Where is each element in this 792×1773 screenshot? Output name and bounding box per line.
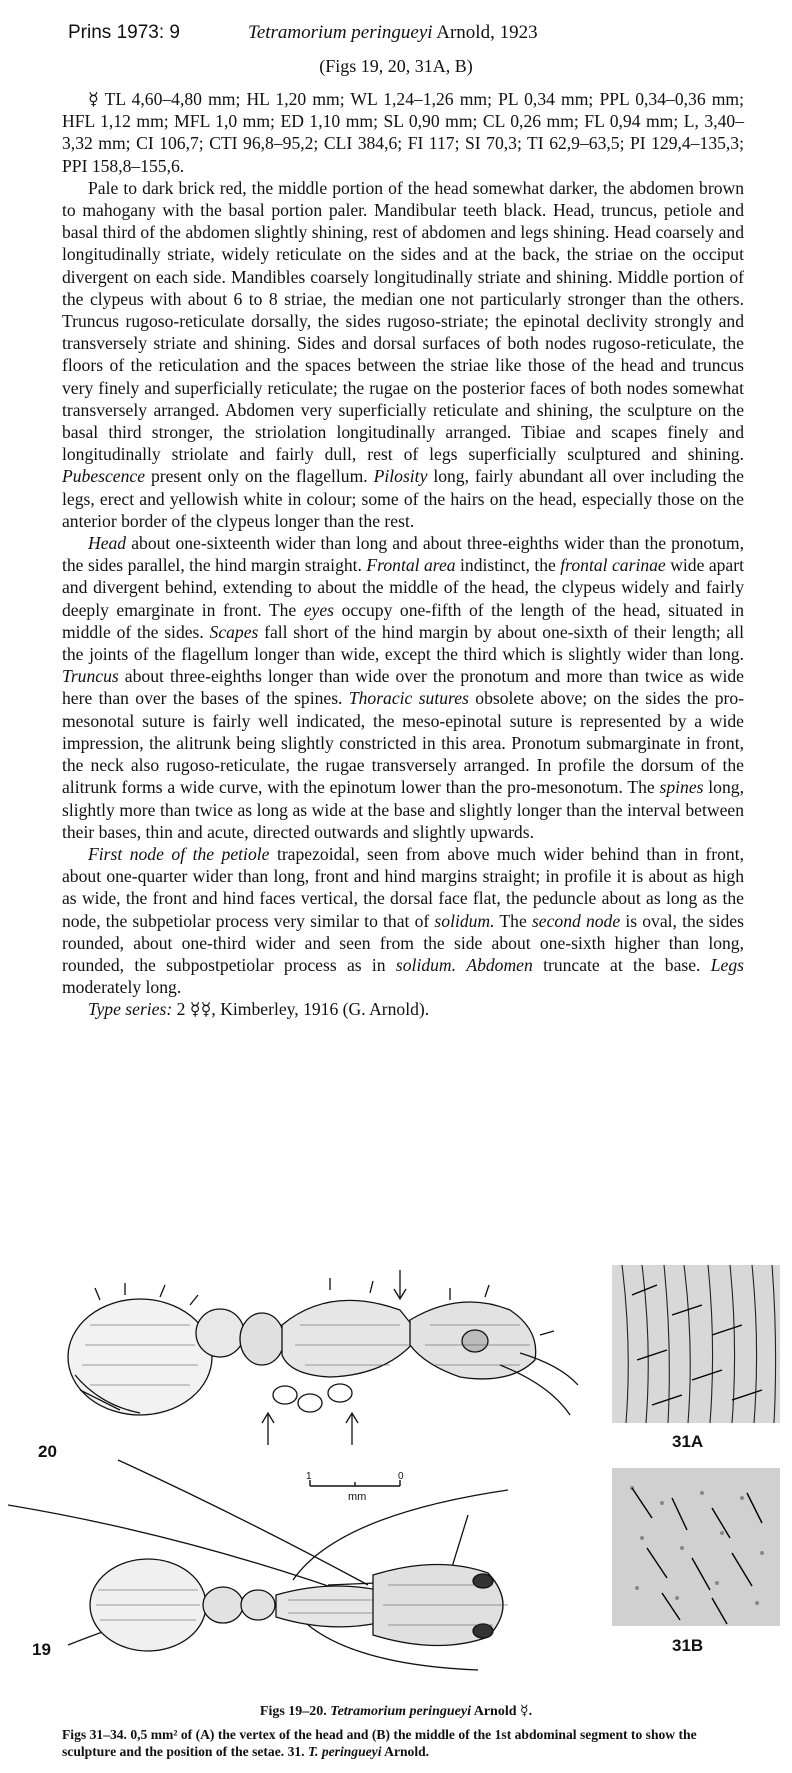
header-reference: Prins 1973: 9	[68, 22, 180, 43]
description-body	[62, 88, 744, 1021]
figure-19-20-caption: Figs 19–20. Tetramorium peringueyi Arnold ☿.	[259, 1704, 533, 1719]
fig19-ant-dorsal-illustration	[8, 1455, 588, 1690]
fig20-ant-profile-illustration	[30, 1265, 590, 1460]
petiole-paragraph: First node of the petiole trapezoidal, seen from above much wider behind than in front, about one-quarter wider than long, front and hind margins straight; in profile it is about as high as wide, the front and hind faces vertical, the dorsal face flat, the peduncle about as long as the node, the subpetiolar process very similar to that of solidum. The second node is oval, the sides rounded, about one-third wider and seen from the side about one-sixth higher than long, rounded, the subpostpetiolar process as in solidum. Abdomen truncate at the base. Legs moderately long.	[62, 843, 744, 998]
fig20-label: 20	[38, 1442, 57, 1461]
scale-right-label: 0	[398, 1471, 404, 1482]
head-paragraph: Head about one-sixteenth wider than long and about three-eighths wider than the pronotum, the sides parallel, the hind margin straight. Frontal area indistinct, the frontal carinae wide apart and divergent behind, extending to about the middle of the head, the clypeus widely and fairly deeply emarginate in front. The eyes occupy one-fifth of the length of the head, situated in middle of the sides. Scapes fall short of the hind margin by about one-sixth of their length; all the joints of the flagellum longer than wide, except the third which is slightly wider than long. Truncus about three-eighths longer than wide over the pronotum and more than twice as wide here than over the bases of the spines. Thoracic sutures obsolete above; on the sides the pro-mesonotal suture is fairly well indicated, the meso-epinotal suture is represented by a wide impression, the alitrunk being slightly constricted in this area. Pronotum submarginate in front, the neck also rugoso-reticulate, the rugae transversely arranged. In profile the dorsum of the alitrunk forms a wide curve, with the epinotum lower than the pro-mesonotum. The spines long, slightly more than twice as long as wide at the base and slightly longer than the interval between their bases, thin and acute, directed outwards and slightly upwards.	[62, 533, 745, 842]
fig31b-label: 31B	[672, 1636, 704, 1655]
type-series-paragraph: Type series: 2 ☿☿, Kimberley, 1916 (G. Arnold).	[88, 999, 430, 1020]
measurements-paragraph: ☿ TL 4,60–4,80 mm; HL 1,20 mm; WL 1,24–1,26 mm; PL 0,34 mm; PPL 0,34–0,36 mm; HFL 1,12 mm; MFL 1,0 mm; ED 1,10 mm; SL 0,90 mm; CL 0,26 mm; FL 0,94 mm; L, 3,40–3,32 mm; CI 106,7; CTI 96,8–95,2; CLI 384,6; FI 117; SI 70,3; TI 62,9–63,5; PI 129,4–135,3; PPI 158,8–155,6.	[62, 89, 744, 176]
colour-sculpture-paragraph: Pale to dark brick red, the middle portion of the head somewhat darker, the abdomen brown to mahogany with the basal portion paler. Mandibular teeth black. Head, truncus, petiole and basal third of the abdomen slightly shining, rest of abdomen and legs shining. Head coarsely and longitudinally striate, widely reticulate on the sides and at the back, the striae on the occiput divergent on each side. Mandibles coarsely longitudinally striate and shining. Middle portion of the clypeus with about 6 to 8 striae, the median one not particularly stronger than the others. Truncus rugoso-reticulate dorsally, the sides rugoso-striate; the epinotal declivity strongly and transversely striate and shining. Sides and dorsal surfaces of both nodes rugoso-reticulate, the floors of the reticulation and the spaces between the striae like those of the head and truncus very finely and superficially reticulate; the rugae on the posterior faces of both nodes somewhat transversely arranged. Abdomen very superficially reticulate and shining, the sculpture on the basal third stronger, the striolation longitudinally arranged. Tibiae and scapes finely and longitudinally striolate and fairly dull, rest of legs superficially sculptured and shining. Pubescence present only on the flagellum. Pilosity long, fairly abundant all over including the legs, erect and yellowish white in colour; some of the hairs on the head, especially those on the anterior border of the clypeus longer than the rest.	[62, 177, 744, 531]
species-author: Arnold, 1923	[436, 22, 538, 43]
figure-reference: (Figs 19, 20, 31A, B)	[319, 56, 473, 76]
species-name: Tetramorium peringueyi	[248, 22, 433, 43]
species-title	[248, 22, 538, 44]
fig19-label: 19	[32, 1640, 51, 1659]
fig31a-sculpture-illustration	[612, 1265, 780, 1423]
fig31b-sculpture-illustration	[612, 1468, 780, 1626]
scale-unit-label: mm	[348, 1491, 367, 1503]
figure-31-34-caption: Figs 31–34. 0,5 mm² of (A) the vertex of the head and (B) the middle of the 1st abdominal segment to show the sculpture and the position of the setae. 31. T. peringueyi Arnold.	[62, 1727, 697, 1759]
fig31a-label: 31A	[672, 1432, 704, 1451]
scale-left-label: 1	[306, 1471, 312, 1482]
